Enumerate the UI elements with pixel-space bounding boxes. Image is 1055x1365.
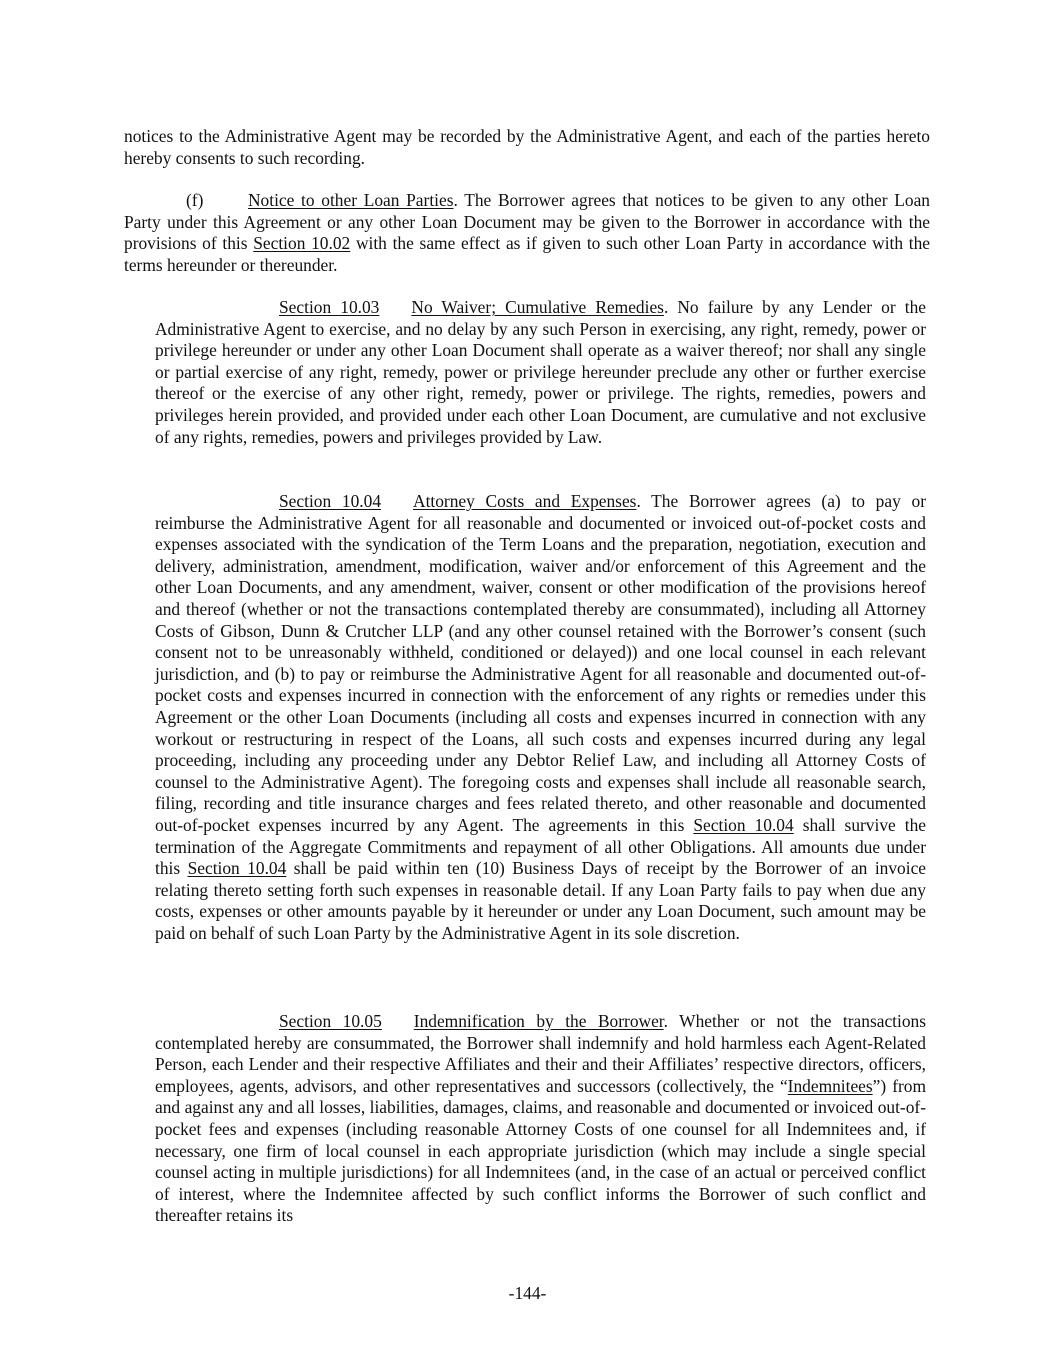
section-reference: Section 10.04 xyxy=(693,814,794,835)
clause-heading: Notice to other Loan Parties xyxy=(248,190,454,210)
section-reference: Section 10.02 xyxy=(253,233,351,254)
section-10-04 xyxy=(155,491,926,944)
section-number: Section 10.05 xyxy=(279,1011,382,1031)
section-10-05 xyxy=(155,1011,926,1227)
section-heading: Attorney Costs and Expenses xyxy=(413,491,637,511)
section-text: shall be paid within ten (10) Business Days of receipt by the Borrower of an invoice relating thereto setting forth such expenses in reasonable detail. If any Loan Party fails to pay when due any costs, expenses or other amounts payable by it hereunder or under any Loan Document, such amount may be paid on behalf of such Loan Party by the Administrative Agent in its sole discretion. xyxy=(155,858,927,943)
section-number: Section 10.03 xyxy=(279,297,380,317)
paragraph-notice-other-loan-parties xyxy=(124,190,930,276)
clause-marker: (f) xyxy=(186,190,204,210)
defined-term: Indemnitees xyxy=(787,1075,873,1096)
section-10-03 xyxy=(155,297,926,448)
section-text: . The Borrower agrees (a) to pay or reimburse the Administrative Agent for all reasonable and documented or invoiced out-of-pocket costs and expenses associated with the syndication of the Term Loans and the preparation, negotiation, execution and delivery, administration, amendment, modification, waiver and/or enforcement of this Agreement and the other Loan Documents, and any amendment, waiver, consent or other modification of the provisions hereof and thereof (whether or not the transactions contemplated thereby are consummated), including all Attorney Costs of Gibson, Dunn & Crutcher LLP (and any other counsel retained with the Borrower’s consent (such consent not to be unreasonably withheld, conditioned or delayed)) and one local counsel in each relevant jurisdiction, and (b) to pay or reimburse the Administrative Agent for all reasonable and documented out-of-pocket costs and expenses incurred in connection with the enforcement of any rights or remedies under this Agreement or the other Loan Documents (including all costs and expenses incurred in connection with any workout or restructuring in respect of the Loans, all such costs and expenses incurred during any legal proceeding, including any proceeding under any Debtor Relief Law, and including all Attorney Costs of counsel to the Administrative Agent). The foregoing costs and expenses shall include all reasonable search, filing, recording and title insurance charges and fees related thereto, and other reasonable and documented out-of-pocket expenses incurred by any Agent. The agreements in this xyxy=(155,491,926,835)
section-number: Section 10.04 xyxy=(279,491,382,511)
section-heading: Indemnification by the Borrower xyxy=(413,1011,664,1031)
section-text: . No failure by any Lender or the Administrative Agent to exercise, and no delay by any such Person in exercising, any right, remedy, power or privilege hereunder or under any other Loan Document shall operate as a waiver thereof; nor shall any single or partial exercise of any right, remedy, power or privilege hereunder preclude any other or further exercise thereof or the exercise of any other right, remedy, power or privilege. The rights, remedies, powers and privileges herein provided, and provided under each other Loan Document, are cumulative and not exclusive of any rights, remedies, powers and privileges provided by Law. xyxy=(155,297,927,447)
paragraph-text: . The Borrower agrees that notices to be given to any other Loan Party under this Agreement or any other Loan Document may be given to the Borrower in accordance with the provisions of this xyxy=(124,190,931,254)
paragraph-continuation xyxy=(124,126,930,169)
section-text: . Whether or not the transactions contemplated hereby are consummated, the Borrower shall indemnify and hold harmless each Agent-Related Person, each Lender and their respective Affiliates and their and their Affiliates’ respective directors, officers, employees, agents, advisors, and other representatives and successors (collectively, the “ xyxy=(155,1011,926,1096)
section-text: shall survive the termination of the Aggregate Commitments and repayment of all other Obligations. All amounts due under this xyxy=(155,814,926,879)
paragraph-text: with the same effect as if given to such other Loan Party in accordance with the terms hereunder or thereunder. xyxy=(124,233,931,275)
section-reference: Section 10.04 xyxy=(187,858,287,879)
section-text: ”) from and against any and all losses, liabilities, damages, claims, and reasonable and documented or invoiced out-of-pocket fees and expenses (including reasonable Attorney Costs of one counsel for all Indemnitees and, if necessary, one firm of local counsel in each appropriate jurisdiction (which may include a single special counsel acting in multiple jurisdictions) for all Indemnitees (and, in the case of an actual or perceived conflict of interest, where the Indemnitee affected by such conflict informs the Borrower of such conflict and thereafter retains its xyxy=(155,1075,926,1226)
paragraph-text: notices to the Administrative Agent may be recorded by the Administrative Agent, and each of the parties hereto hereby consents to such recording. xyxy=(124,126,930,168)
page-number: -144- xyxy=(508,1283,547,1303)
section-heading: No Waiver; Cumulative Remedies xyxy=(411,297,664,317)
